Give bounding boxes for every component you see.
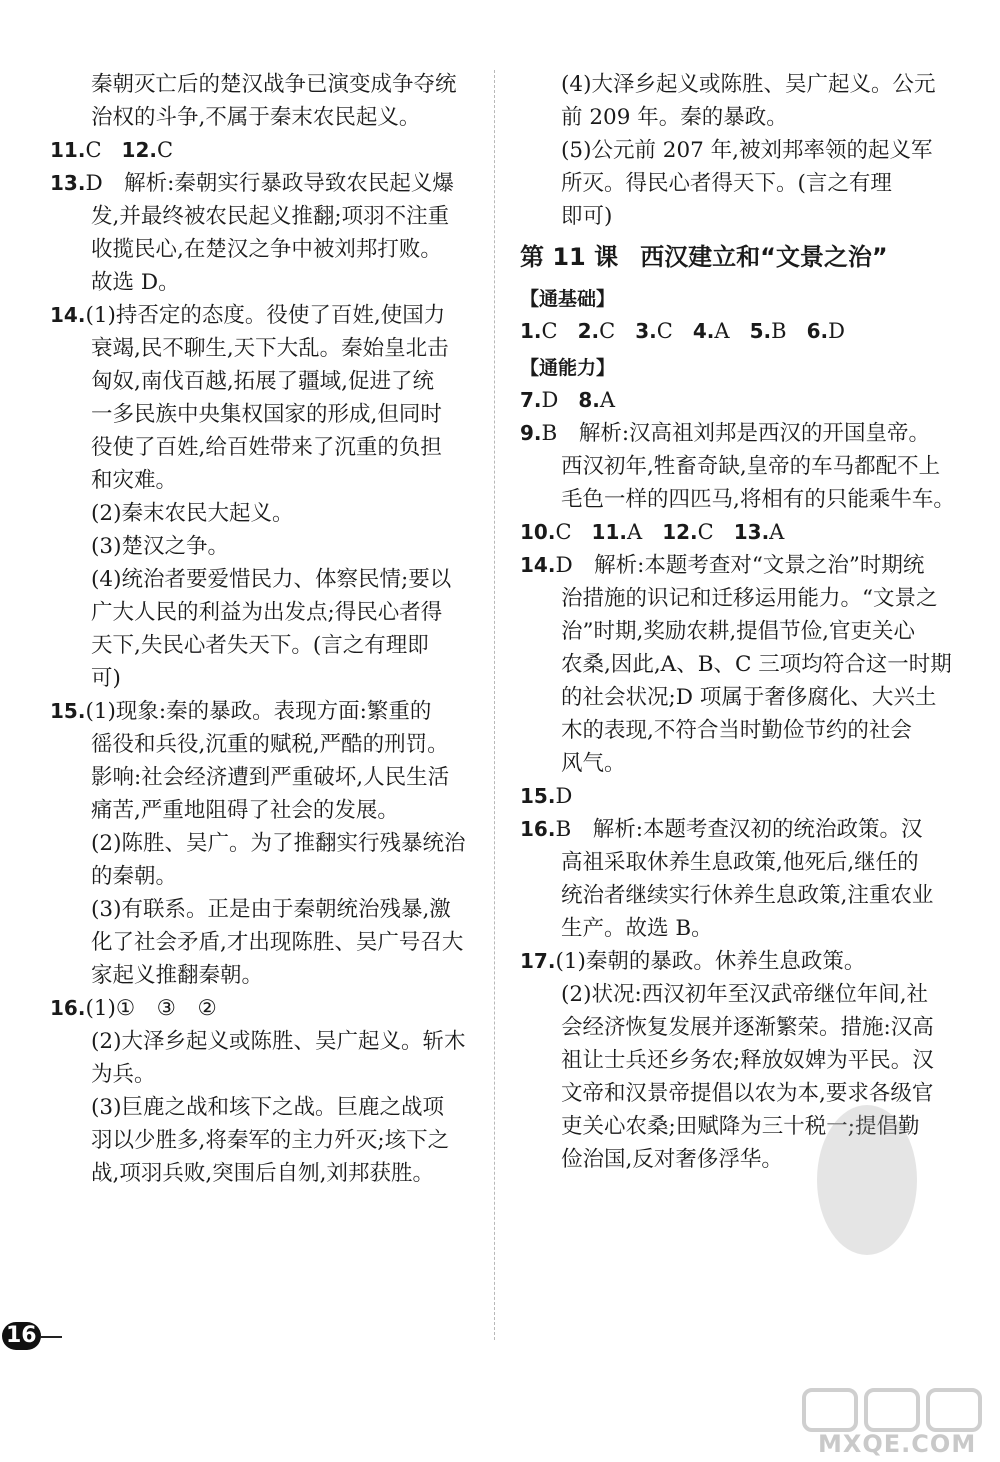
answer-letter: C: [555, 520, 572, 544]
answer-letter: D: [828, 319, 845, 343]
answer-line: 匈奴,南伐百越,拓展了疆域,促进了统: [91, 369, 435, 394]
answer-line: 的社会状况;D 项属于奢侈腐化、大兴土: [561, 685, 937, 710]
answer-text: (1)持否定的态度。役使了百姓,使国力: [85, 303, 446, 328]
answer-text: (1)秦朝的暴政。休养生息政策。: [555, 949, 866, 974]
answer-line: 战,项羽兵败,突围后自刎,刘邦获胜。: [91, 1161, 435, 1186]
lesson-name: 西汉建立和“文景之治”: [640, 243, 888, 271]
question-number: 4.: [692, 319, 715, 343]
answer-entry: [50, 695, 480, 992]
answer-line: 和灾难。: [91, 468, 178, 493]
answer-line: 治”时期,奖励农耕,提倡节俭,官吏关心: [561, 619, 915, 644]
answer-continuation: [50, 68, 480, 134]
answer-letter: C: [85, 138, 102, 162]
answer-letter: A: [714, 319, 730, 343]
answer-letter: A: [599, 388, 616, 412]
answer-line: 家起义推翻秦朝。: [91, 963, 264, 988]
answer-line: 祖让士兵还乡务农;释放奴婢为平民。汉: [561, 1048, 934, 1073]
question-number: 16.: [50, 996, 86, 1020]
answer-entry: [50, 299, 480, 695]
answer-letter: A: [626, 520, 643, 544]
answer-text: B 解析:本题考查汉初的统治政策。汉: [555, 817, 923, 842]
question-number: 14.: [50, 303, 86, 327]
answer-line: (3)楚汉之争。: [91, 534, 229, 559]
answer-letter: C: [541, 319, 558, 343]
answer-line: 徭役和兵役,沉重的赋税,严酷的刑罚。: [91, 732, 449, 757]
answer-line: (3)巨鹿之战和垓下之战。巨鹿之战项: [91, 1095, 444, 1120]
lesson-label: 第 11 课: [520, 243, 619, 271]
answer-line: 统治者继续实行休养生息政策,注重农业: [561, 883, 934, 908]
answer-line: 会经济恢复发展并逐渐繁荣。措施:汉高: [561, 1015, 934, 1040]
answer-entry: [520, 417, 960, 516]
answer-row: [520, 780, 960, 813]
answer-line: 痛苦,严重地阻碍了社会的发展。: [91, 798, 399, 823]
left-column: [50, 68, 480, 1190]
answer-line: 即可): [561, 204, 613, 229]
answer-first-line: [50, 167, 480, 200]
answer-line: (4)统治者要爱惜民力、体察民情;要以: [91, 567, 452, 592]
question-number: 7.: [520, 388, 542, 412]
ability-answers: [520, 384, 960, 417]
answer-line: 治权的斗争,不属于秦末农民起义。: [91, 105, 421, 130]
answer-line: 所灭。得民心者得天下。(言之有理: [561, 171, 892, 196]
answer-line: 化了社会矛盾,才出现陈胜、吴广号召大: [91, 930, 464, 955]
answer-line: (2)陈胜、吴广。为了推翻实行残暴统治: [91, 831, 466, 856]
answer-line: 广大人民的利益为出发点;得民心者得: [91, 600, 443, 625]
answer-row: [520, 516, 960, 549]
answer-letter: C: [656, 319, 673, 343]
answer-letter: C: [156, 138, 174, 162]
question-number: 12.: [121, 138, 157, 162]
answer-first-line: [50, 695, 480, 728]
answer-line: 发,并最终被农民起义推翻;项羽不注重: [91, 204, 450, 229]
answer-line: 吏关心农桑;田赋降为三十税一;提倡勤: [561, 1114, 920, 1139]
question-number: 1.: [520, 319, 542, 343]
question-number: 16.: [520, 817, 556, 841]
column-divider: [494, 70, 495, 1340]
question-number: 17.: [520, 949, 556, 973]
question-number: 15.: [50, 699, 86, 723]
answer-line: 的秦朝。: [91, 864, 178, 889]
answer-text: (1)现象:秦的暴政。表现方面:繁重的: [85, 699, 432, 724]
answer-text: (1)① ③ ②: [85, 996, 217, 1021]
answer-line: (2)秦末农民大起义。: [91, 501, 294, 526]
question-number: 12.: [662, 520, 698, 544]
answer-line: 生产。故选 B。: [561, 916, 713, 941]
answer-letter: B: [771, 319, 787, 343]
lesson-title: [520, 239, 960, 275]
question-number: 11.: [591, 520, 627, 544]
answer-line: 役使了百姓,给百姓带来了沉重的负担: [91, 435, 442, 460]
answer-line: 影响:社会经济遭到严重破坏,人民生活: [91, 765, 450, 790]
answer-entry: [50, 167, 480, 299]
answer-line: (4)大泽乡起义或陈胜、吴广起义。公元: [561, 72, 936, 97]
question-number: 15.: [520, 784, 556, 808]
answer-line: 文帝和汉景帝提倡以农为本,要求各级官: [561, 1081, 934, 1106]
page-number-dash: [40, 1336, 62, 1338]
question-number: 8.: [578, 388, 600, 412]
answer-line: 故选 D。: [91, 270, 180, 295]
question-number: 13.: [50, 171, 86, 195]
answer-line: 高祖采取休养生息政策,他死后,继任的: [561, 850, 919, 875]
answer-letter: D: [555, 784, 573, 808]
answer-first-line: [520, 813, 960, 846]
right-column: [520, 68, 960, 1176]
answer-line: 农桑,因此,A、B、C 三项均符合这一时期: [561, 652, 952, 677]
answer-letter: C: [697, 520, 714, 544]
answer-text: D 解析:秦朝实行暴政导致农民起义爆: [85, 171, 454, 196]
page-number: 16: [2, 1322, 41, 1350]
answer-line: 可): [91, 666, 121, 691]
question-number: 9.: [520, 421, 542, 445]
answer-line: 天下,失民心者失天下。(言之有理即: [91, 633, 429, 658]
answer-letter: A: [769, 520, 785, 544]
section-basic-heading: 【通基础】: [520, 288, 616, 310]
question-number: 3.: [635, 319, 657, 343]
answer-line: 衰竭,民不聊生,天下大乱。秦始皇北击: [91, 336, 449, 361]
answer-line: 羽以少胜多,将秦军的主力歼灭;垓下之: [91, 1128, 450, 1153]
answer-line: 西汉初年,牲畜奇缺,皇帝的车马都配不上: [561, 454, 941, 479]
answer-text: D 解析:本题考查对“文景之治”时期统: [555, 553, 925, 578]
answer-line: 风气。: [561, 751, 626, 776]
question-number: 2.: [577, 319, 600, 343]
question-number: 5.: [749, 319, 772, 343]
answer-text: B 解析:汉高祖刘邦是西汉的开国皇帝。: [541, 421, 931, 446]
answer-entry: [50, 992, 480, 1190]
answer-first-line: [50, 299, 480, 332]
question-number: 6.: [806, 319, 829, 343]
answer-line: 治措施的识记和迁移运用能力。“文景之: [561, 586, 938, 611]
answer-line: 木的表现,不符合当时勤俭节约的社会: [561, 718, 912, 743]
question-number: 13.: [733, 520, 770, 544]
answer-entry: [520, 813, 960, 945]
answer-line: 为兵。: [91, 1062, 156, 1087]
section-ability-heading: 【通能力】: [520, 357, 616, 379]
question-number: 14.: [520, 553, 556, 577]
answer-letter: D: [541, 388, 559, 412]
answer-line: 一多民族中央集权国家的形成,但同时: [91, 402, 442, 427]
answer-line: 俭治国,反对奢侈浮华。: [561, 1147, 783, 1172]
basic-answers: [520, 315, 960, 348]
answer-line: 毛色一样的四匹马,将相有的只能乘牛车。: [561, 487, 955, 512]
answer-letter: C: [599, 319, 616, 343]
answer-first-line: [520, 549, 960, 582]
stamp-smudge: [812, 1100, 922, 1260]
answer-line: (2)状况:西汉初年至汉武帝继位年间,社: [561, 982, 929, 1007]
answer-line: (3)有联系。正是由于秦朝统治残暴,激: [91, 897, 451, 922]
answer-line: 收揽民心,在楚汉之争中被刘邦打败。: [91, 237, 442, 262]
question-number: 11.: [50, 138, 86, 162]
answer-first-line: [520, 417, 960, 450]
answer-line: (2)大泽乡起义或陈胜、吴广起义。斩木: [91, 1029, 466, 1054]
answer-first-line: [50, 992, 480, 1025]
watermark-text: MXQE.COM: [818, 1430, 977, 1458]
answer-first-line: [520, 945, 960, 978]
answer-row: [50, 134, 480, 167]
answer-line: 前 209 年。秦的暴政。: [561, 105, 788, 130]
answer-entry: [520, 549, 960, 780]
answer-line: 秦朝灭亡后的楚汉战争已演变成争夺统: [91, 72, 457, 97]
question-number: 10.: [520, 520, 556, 544]
answer-line: (5)公元前 207 年,被刘邦率领的起义军: [561, 138, 933, 163]
